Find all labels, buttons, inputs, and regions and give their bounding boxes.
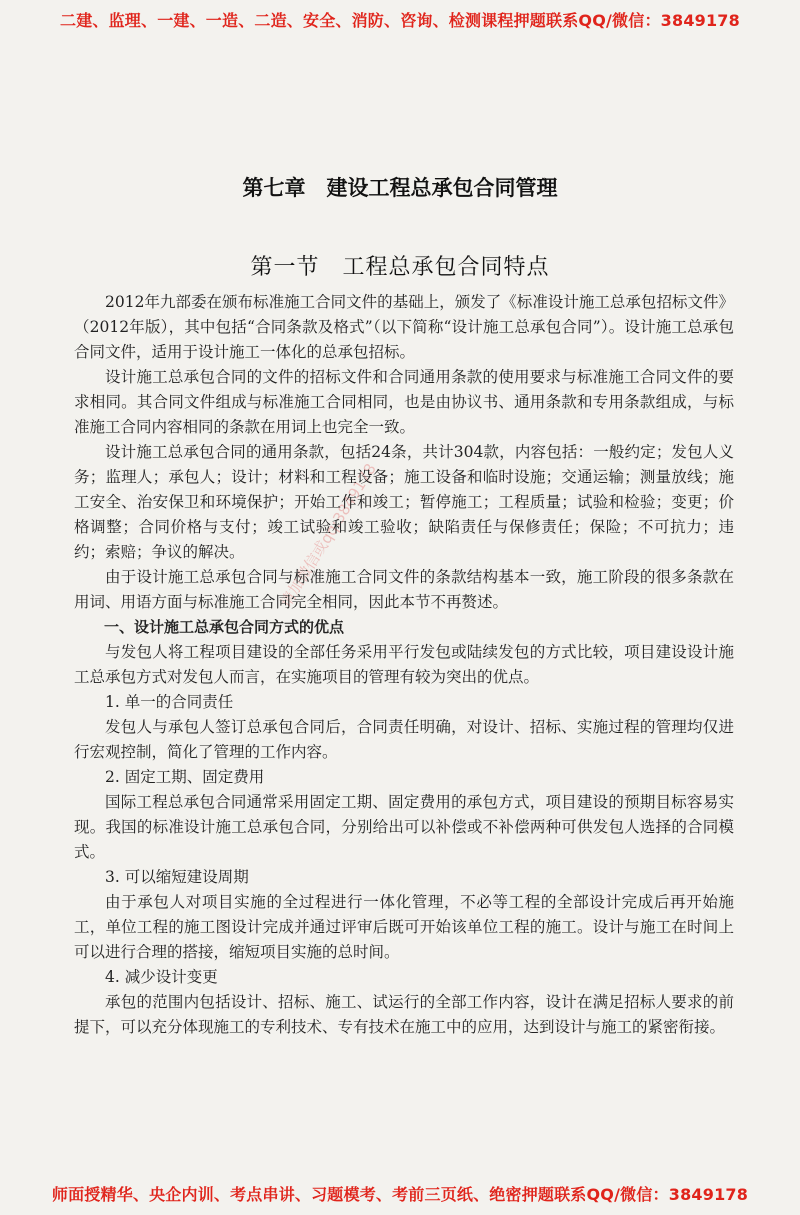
paragraph-advantages: 与发包人将工程项目建设的全部任务采用平行发包或陆续发包的方式比较，项目建设设计施工总承包方式对发包人而言，在实施项目的管理有较为突出的优点。 bbox=[74, 643, 734, 686]
paragraph-fixed-cost: 国际工程总承包合同通常采用固定工期、固定费用的承包方式，项目建设的预期目标容易实现。我国的标准设计施工总承包合同，分别给出可以补偿或不补偿两种可供发包人选择的合同模式。 bbox=[74, 793, 734, 861]
section-title: 第一节 工程总承包合同特点 bbox=[250, 255, 550, 280]
subheading-fewer-changes: 4. 减少设计变更 bbox=[105, 968, 218, 986]
top-banner: 二建、监理、一建、一造、二造、安全、消防、咨询、检测课程押题联系QQ/微信：3849178 bbox=[60, 11, 740, 30]
body-text bbox=[74, 290, 734, 1040]
subheading-fixed-cost: 2. 固定工期、固定费用 bbox=[105, 768, 265, 786]
paragraph-documents: 设计施工总承包合同的文件的招标文件和合同通用条款的使用要求与标准施工合同文件的要求相同。其合同文件组成与标准施工合同相同，也是由协议书、通用条款和专用条款组成，与标准施工合同内容相同的条款在用词上也完全一致。 bbox=[74, 368, 734, 436]
bottom-banner: 师面授精华、央企内训、考点串讲、习题模考、考前三页纸、绝密押题联系QQ/微信：3849178 bbox=[51, 1185, 749, 1204]
paragraph-structure: 由于设计施工总承包合同与标准施工合同文件的条款结构基本一致，施工阶段的很多条款在用词、用语方面与标准施工合同完全相同，因此本节不再赘述。 bbox=[74, 568, 734, 611]
paragraph-intro: 2012年九部委在颁布标准施工合同文件的基础上，颁发了《标准设计施工总承包招标文件》（2012年版），其中包括“合同条款及格式”（以下简称“设计施工总承包合同”）。设计施工总承包合同文件，适用于设计施工一体化的总承包招标。 bbox=[74, 293, 734, 361]
paragraph-single-responsibility: 发包人与承包人签订总承包合同后，合同责任明确，对设计、招标、实施过程的管理均仅进行宏观控制，简化了管理的工作内容。 bbox=[74, 718, 734, 761]
watermark: 请加微信或qq:3849178 bbox=[276, 460, 380, 611]
heading-advantages: 一、设计施工总承包合同方式的优点 bbox=[104, 618, 345, 636]
subheading-single-responsibility: 1. 单一的合同责任 bbox=[105, 693, 234, 711]
chapter-title: 第七章 建设工程总承包合同管理 bbox=[242, 176, 558, 200]
paragraph-shorter-period: 由于承包人对项目实施的全过程进行一体化管理，不必等工程的全部设计完成后再开始施工，单位工程的施工图设计完成并通过评审后既可开始该单位工程的施工。设计与施工在时间上可以进行合理的搭接，缩短项目实施的总时间。 bbox=[74, 893, 734, 961]
paragraph-fewer-changes: 承包的范围内包括设计、招标、施工、试运行的全部工作内容，设计在满足招标人要求的前提下，可以充分体现施工的专利技术、专有技术在施工中的应用，达到设计与施工的紧密衔接。 bbox=[74, 993, 734, 1036]
paragraph-general-terms: 设计施工总承包合同的通用条款，包括24条，共计304款，内容包括：一般约定；发包人义务；监理人；承包人；设计；材料和工程设备；施工设备和临时设施；交通运输；测量放线；施工安全、治安保卫和环境保护；开始工作和竣工；暂停施工；工程质量；试验和检验；变更；价格调整；合同价格与支付；竣工试验和竣工验收；缺陷责任与保修责任；保险；不可抗力；违约；索赔；争议的解决。 bbox=[74, 443, 734, 561]
subheading-shorter-period: 3. 可以缩短建设周期 bbox=[105, 868, 249, 886]
